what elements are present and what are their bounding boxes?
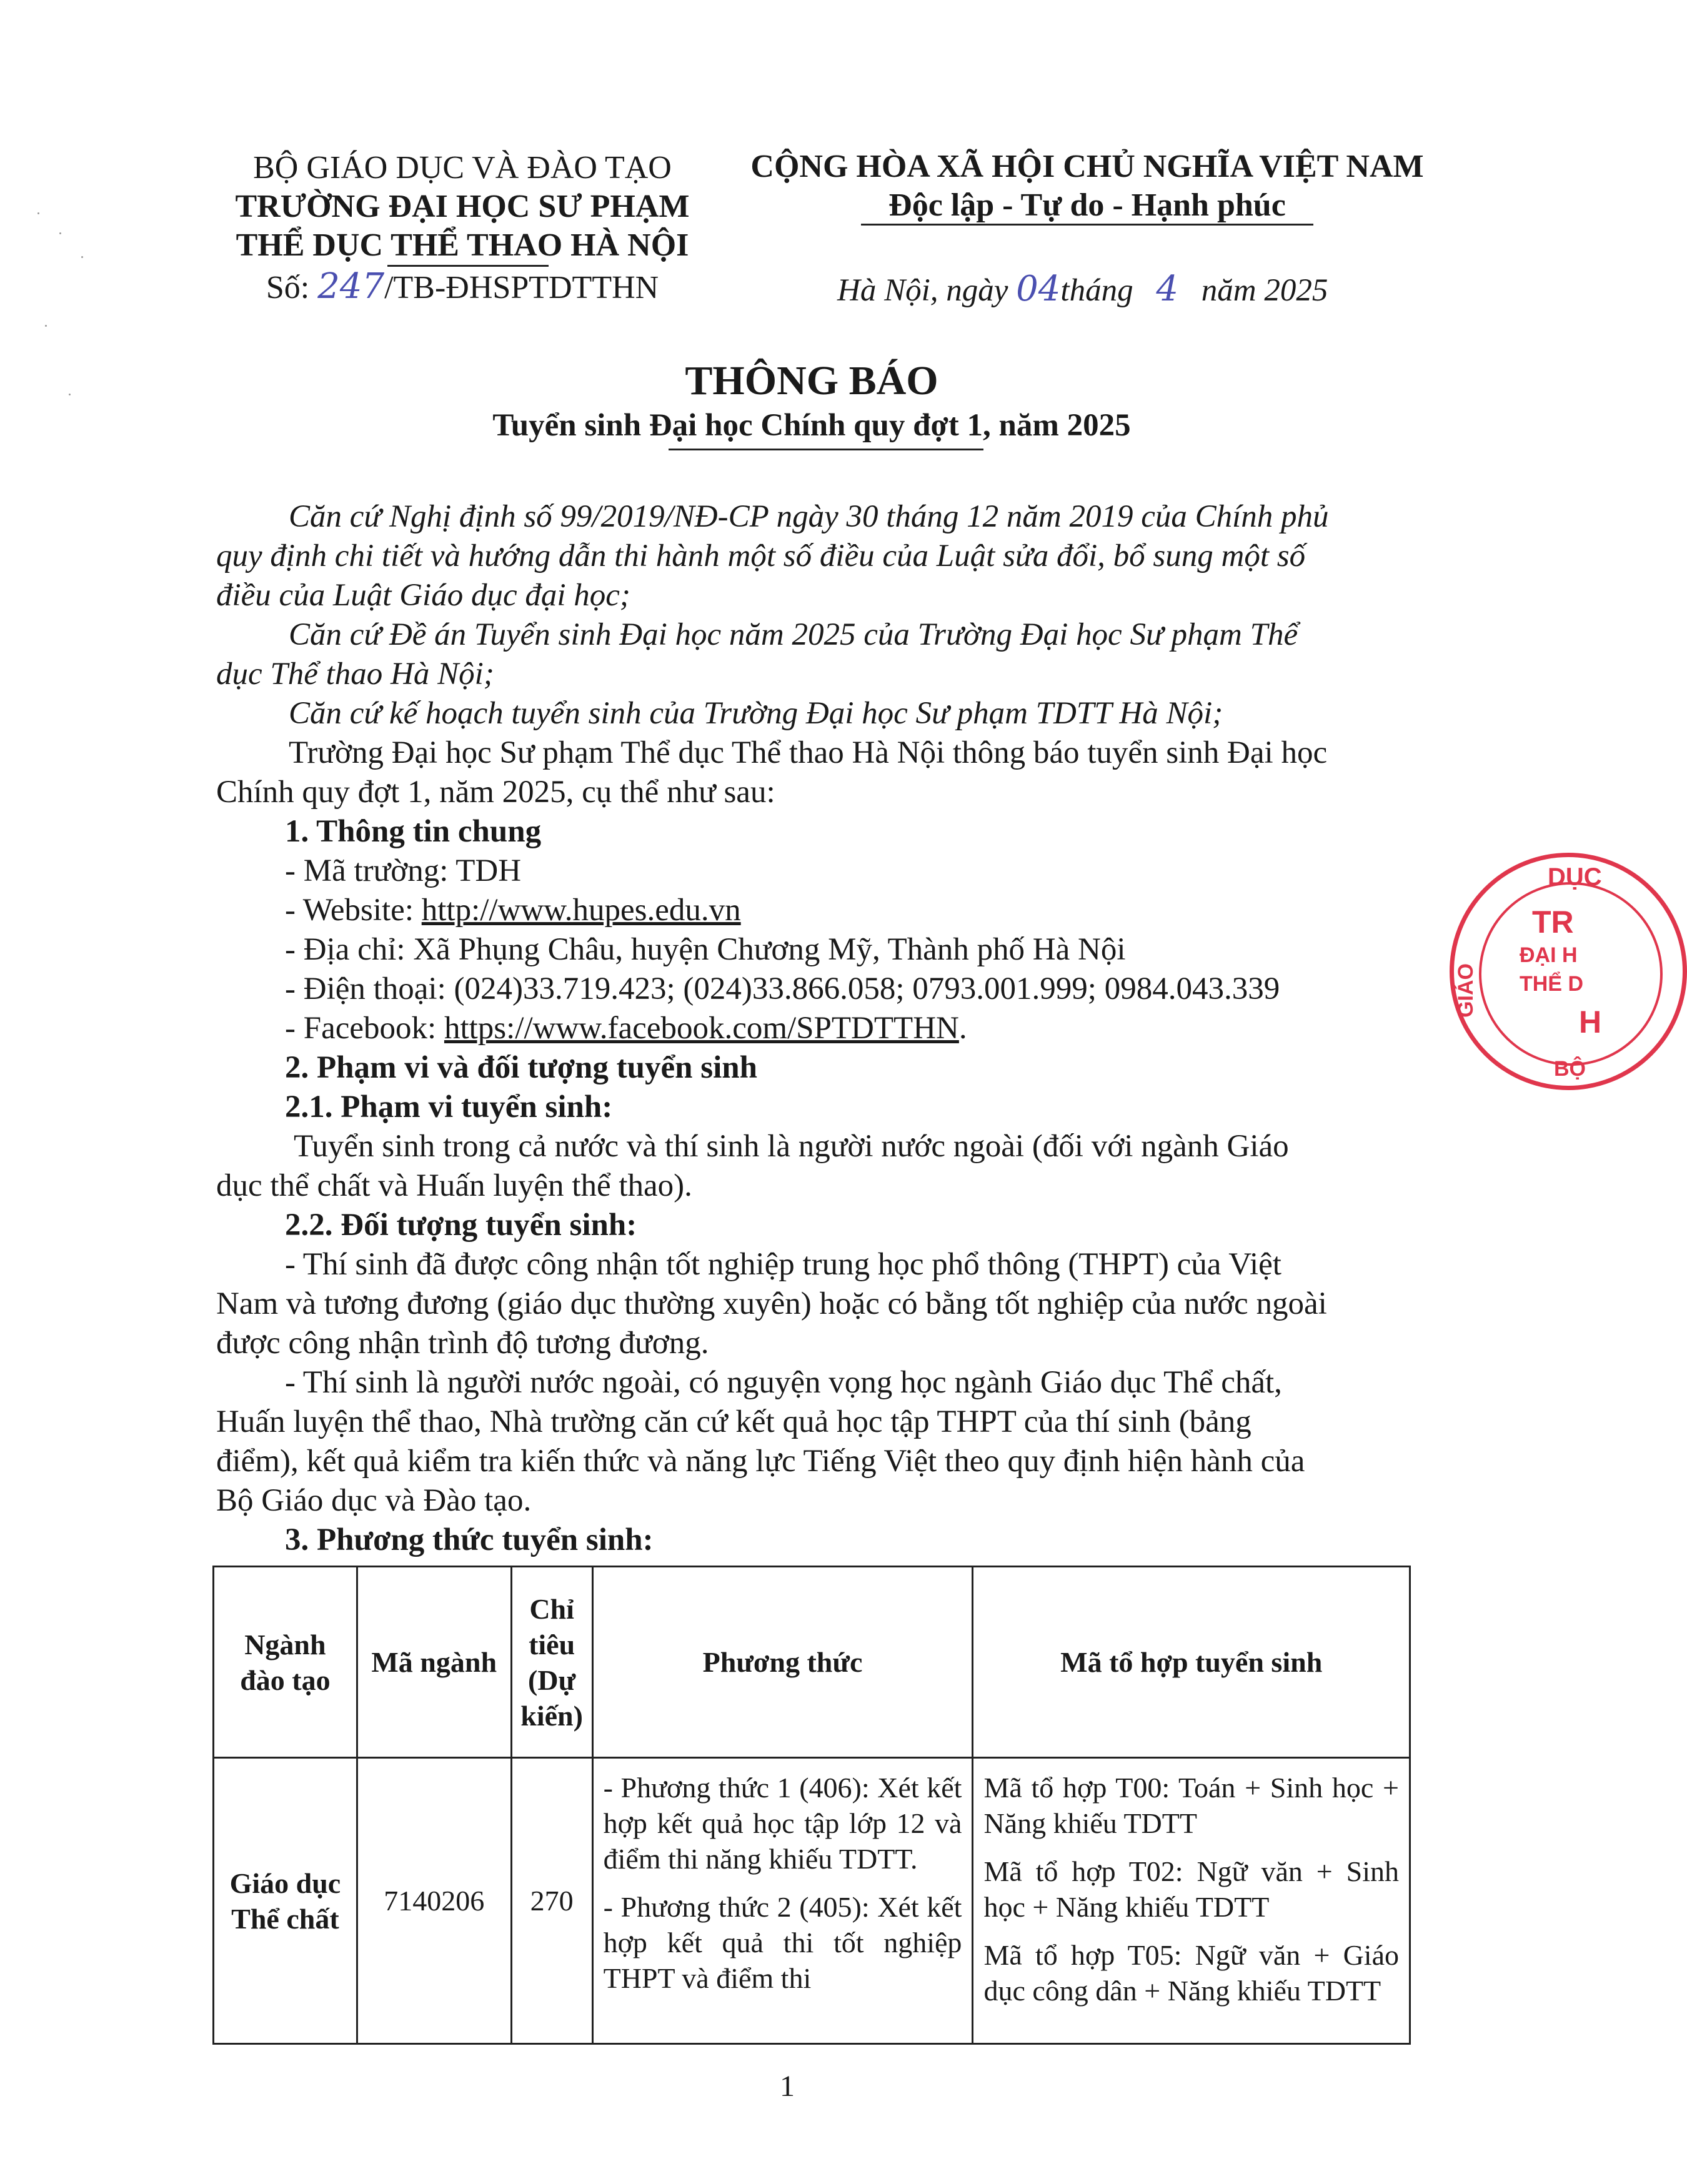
eligibility-line-7: Bộ Giáo dục và Đào tạo. <box>216 1483 532 1518</box>
document-date: Hà Nội, ngày 04tháng 4 năm 2025 <box>837 269 1328 309</box>
eligibility-line-5: Huấn luyện thể thao, Nhà trường căn cứ kết quả học tập THPT của thí sinh (bảng <box>216 1404 1252 1439</box>
header-right <box>725 147 1450 225</box>
address-line: - Địa chỉ: Xã Phụng Châu, huyện Chương Mỹ, Thành phố Hà Nội <box>285 932 1126 967</box>
method-2: - Phương thức 2 (405): Xét kết hợp kết quả thi tốt nghiệp THPT và điểm thi <box>603 1891 962 1994</box>
date-day-handwritten: 04 <box>1016 269 1061 309</box>
header-left <box>225 149 700 307</box>
table-row <box>214 1758 1410 2044</box>
header-major-code: Mã ngành <box>357 1567 511 1758</box>
seal-inner-line3: THỂ D <box>1520 972 1583 996</box>
preamble-line-5: dục Thể thao Hà Nội; <box>216 657 494 692</box>
cell-quota: 270 <box>511 1758 592 2044</box>
header-method: Phương thức <box>592 1567 973 1758</box>
scan-speckle <box>59 232 61 234</box>
seal-inner-line1: TR <box>1532 905 1574 940</box>
preamble-line-6: Căn cứ kế hoạch tuyển sinh của Trường Đại học Sư phạm TDTT Hà Nội; <box>289 696 1223 731</box>
section-3-heading: 3. Phương thức tuyển sinh: <box>285 1522 654 1557</box>
seal-inner-line4: H <box>1579 1005 1602 1040</box>
method-1: - Phương thức 1 (406): Xét kết hợp kết quả học tập lớp 12 và điểm thi năng khiếu TDTT. <box>603 1772 962 1875</box>
scope-line-1: Tuyển sinh trong cả nước và thí sinh là người nước ngoài (đối với ngành Giáo <box>294 1129 1289 1164</box>
scan-speckle <box>81 256 83 258</box>
document-subtitle: Tuyển sinh Đại học Chính quy đợt 1, năm 2025 <box>492 408 1131 443</box>
combo-t00: Mã tổ hợp T00: Toán + Sinh học + Năng khiếu TDTT <box>983 1772 1399 1839</box>
motto-underline <box>861 224 1313 226</box>
facebook-line: - Facebook: https://www.facebook.com/SPTDTTHN. <box>285 1011 967 1046</box>
eligibility-line-4: - Thí sinh là người nước ngoài, có nguyện vọng học ngành Giáo dục Thể chất, <box>285 1365 1282 1400</box>
seal-inner-line2: ĐẠI H <box>1520 943 1578 967</box>
section-1-heading: 1. Thông tin chung <box>285 814 542 849</box>
document-number: Số: 247/TB-ĐHSPTDTTHN <box>266 266 659 307</box>
seal-ring-bottom: BỘ <box>1554 1057 1586 1081</box>
scope-line-2: dục thể chất và Huấn luyện thể thao). <box>216 1168 692 1203</box>
preamble-line-3: điều của Luật Giáo dục đại học; <box>216 578 630 613</box>
table-header-row <box>214 1567 1410 1758</box>
admission-methods-table <box>212 1566 1411 2045</box>
page-number: 1 <box>780 2070 795 2103</box>
combo-t02: Mã tổ hợp T02: Ngữ văn + Sinh học + Năng khiếu TDTT <box>983 1855 1399 1923</box>
preamble-line-2: quy định chi tiết và hướng dẫn thi hành một số điều của Luật sửa đổi, bổ sung một số <box>216 539 1306 573</box>
eligibility-line-6: điểm), kết quả kiểm tra kiến thức và năng lực Tiếng Việt theo quy định hiện hành của <box>216 1444 1305 1479</box>
preamble-line-1: Căn cứ Nghị định số 99/2019/NĐ-CP ngày 30 tháng 12 năm 2019 của Chính phủ <box>289 499 1329 534</box>
website-link[interactable]: http://www.hupes.edu.vn <box>421 893 741 928</box>
preamble-line-4: Căn cứ Đề án Tuyển sinh Đại học năm 2025 của Trường Đại học Sư phạm Thể <box>289 617 1298 652</box>
cell-methods <box>592 1758 973 2044</box>
cell-major: Giáo dục Thể chất <box>214 1758 357 2044</box>
scan-speckle <box>37 212 39 214</box>
country-name: CỘNG HÒA XÃ HỘI CHỦ NGHĨA VIỆT NAM <box>750 149 1424 184</box>
eligibility-line-2: Nam và tương đương (giáo dục thường xuyên) hoặc có bằng tốt nghiệp của nước ngoài <box>216 1286 1327 1321</box>
school-name-line2: THỂ DỤC THỂ THAO HÀ NỘI <box>236 227 689 263</box>
cell-combinations <box>973 1758 1410 2044</box>
subtitle-underline <box>669 449 983 450</box>
seal-ring-top: DỤC <box>1548 863 1602 891</box>
seal-ring-left: GIÁO <box>1454 963 1478 1018</box>
eligibility-line-1: - Thí sinh đã được công nhận tốt nghiệp trung học phổ thông (THPT) của Việt <box>285 1247 1281 1282</box>
document-number-handwritten: 247 <box>317 266 385 307</box>
official-seal <box>1450 853 1687 1090</box>
national-motto: Độc lập - Tự do - Hạnh phúc <box>888 187 1286 223</box>
website-line: - Website: http://www.hupes.edu.vn <box>285 893 741 928</box>
header-major: Ngành đào tạo <box>214 1567 357 1758</box>
eligibility-line-3: được công nhận trình độ tương đương. <box>216 1326 709 1361</box>
header-combination: Mã tổ hợp tuyển sinh <box>973 1567 1410 1758</box>
section-2-heading: 2. Phạm vi và đối tượng tuyển sinh <box>285 1050 757 1085</box>
phone-line: - Điện thoại: (024)33.719.423; (024)33.866.058; 0793.001.999; 0984.043.339 <box>285 971 1280 1006</box>
header-left-underline <box>387 265 549 267</box>
intro-line-1: Trường Đại học Sư phạm Thể dục Thể thao Hà Nội thông báo tuyển sinh Đại học <box>289 735 1328 770</box>
cell-major-code: 7140206 <box>357 1758 511 2044</box>
combo-t05: Mã tổ hợp T05: Ngữ văn + Giáo dục công dân + Năng khiếu TDTT <box>983 1939 1399 2007</box>
intro-line-2: Chính quy đợt 1, năm 2025, cụ thể như sau: <box>216 775 775 810</box>
facebook-link[interactable]: https://www.facebook.com/SPTDTTHN <box>444 1011 959 1046</box>
scan-speckle <box>69 394 71 395</box>
section-2-1-heading: 2.1. Phạm vi tuyển sinh: <box>285 1090 613 1124</box>
section-2-2-heading: 2.2. Đối tượng tuyển sinh: <box>285 1208 637 1243</box>
ministry-name: BỘ GIÁO DỤC VÀ ĐÀO TẠO <box>253 150 672 186</box>
document-title: THÔNG BÁO <box>685 358 938 404</box>
school-name-line1: TRƯỜNG ĐẠI HỌC SƯ PHẠM <box>235 189 690 224</box>
header-quota: Chỉ tiêu (Dự kiến) <box>511 1567 592 1758</box>
school-code: - Mã trường: TDH <box>285 853 522 888</box>
date-month-handwritten: 4 <box>1156 269 1178 309</box>
scan-speckle <box>45 325 47 327</box>
